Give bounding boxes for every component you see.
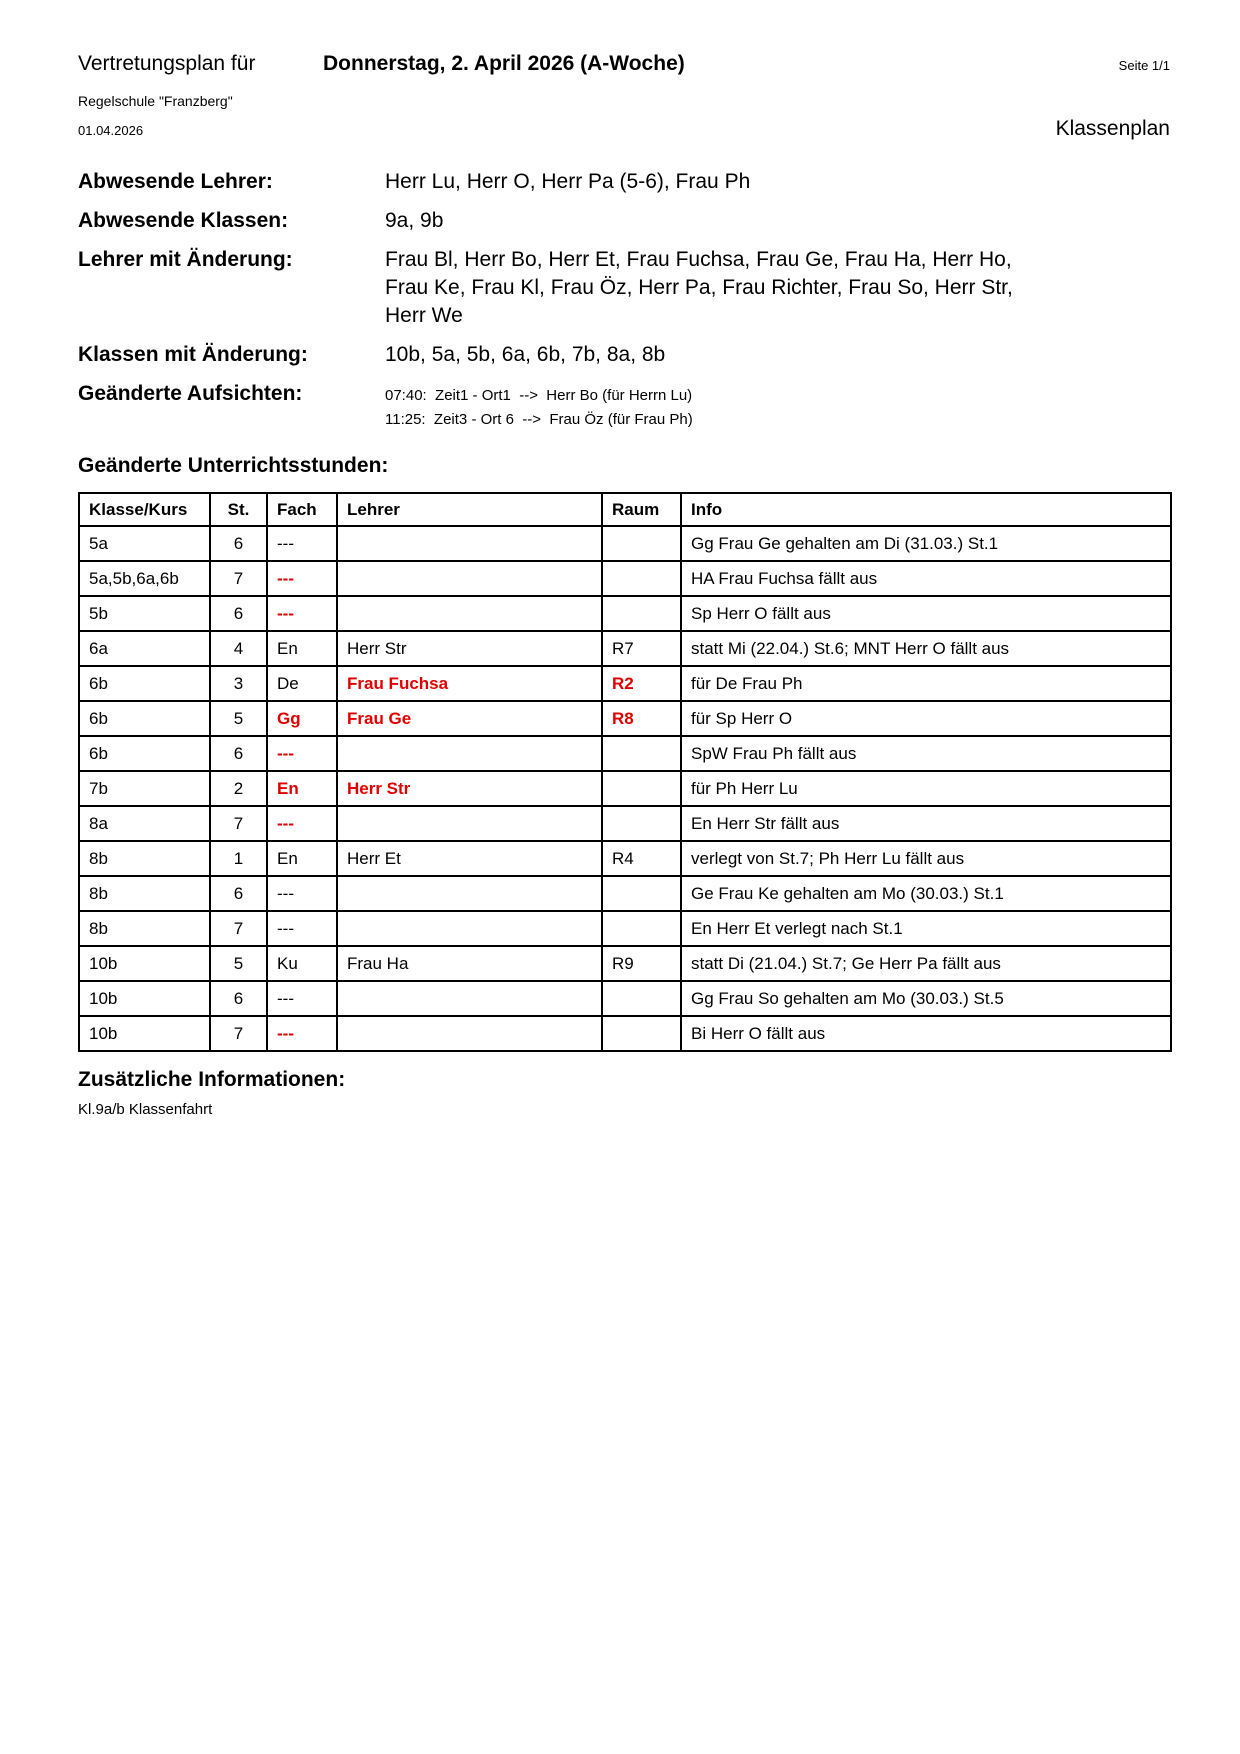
summary-label: Klassen mit Änderung: bbox=[78, 343, 308, 366]
table-row bbox=[79, 736, 1171, 771]
summary-value bbox=[385, 207, 443, 235]
cell-raum bbox=[602, 736, 681, 771]
plan-type-label: Klassenplan bbox=[1055, 117, 1170, 140]
cell-raum: R9 bbox=[602, 946, 681, 981]
summary-value-line: 9a, 9b bbox=[385, 209, 444, 232]
cell-fach: --- bbox=[267, 736, 337, 771]
document-title-date: Donnerstag, 2. April 2026 (A-Woche) bbox=[323, 52, 685, 75]
table-heading: Geänderte Unterrichtsstunden: bbox=[78, 454, 389, 477]
cell-lehrer: Frau Fuchsa bbox=[337, 666, 602, 701]
cell-info: verlegt von St.7; Ph Herr Lu fällt aus bbox=[681, 841, 1171, 876]
cell-stunde: 6 bbox=[210, 876, 267, 911]
cell-info: Gg Frau Ge gehalten am Di (31.03.) St.1 bbox=[681, 526, 1171, 561]
summary-value-line: 11:25: Zeit3 - Ort 6 --> Frau Öz (für Frau Ph) bbox=[385, 411, 693, 428]
cell-info: Ge Frau Ke gehalten am Mo (30.03.) St.1 bbox=[681, 876, 1171, 911]
summary-value bbox=[385, 246, 1013, 330]
cell-lehrer: Herr Et bbox=[337, 841, 602, 876]
table-row bbox=[79, 771, 1171, 806]
cell-info: statt Mi (22.04.) St.6; MNT Herr O fällt aus bbox=[681, 631, 1171, 666]
table-row bbox=[79, 1016, 1171, 1051]
cell-stunde: 5 bbox=[210, 946, 267, 981]
cell-stunde: 1 bbox=[210, 841, 267, 876]
cell-klasse: 10b bbox=[79, 981, 210, 1016]
cell-fach: En bbox=[267, 631, 337, 666]
summary-section bbox=[78, 168, 1170, 432]
summary-label: Geänderte Aufsichten: bbox=[78, 382, 303, 405]
cell-fach: Gg bbox=[267, 701, 337, 736]
cell-raum bbox=[602, 981, 681, 1016]
cell-fach: En bbox=[267, 771, 337, 806]
cell-klasse: 8b bbox=[79, 841, 210, 876]
substitution-table bbox=[78, 492, 1172, 1052]
cell-raum: R2 bbox=[602, 666, 681, 701]
cell-fach: Ku bbox=[267, 946, 337, 981]
table-row bbox=[79, 631, 1171, 666]
document-header bbox=[78, 52, 1170, 76]
cell-raum: R4 bbox=[602, 841, 681, 876]
cell-lehrer bbox=[337, 526, 602, 561]
cell-raum bbox=[602, 806, 681, 841]
summary-label: Abwesende Lehrer: bbox=[78, 170, 273, 193]
cell-info: für Ph Herr Lu bbox=[681, 771, 1171, 806]
cell-lehrer: Herr Str bbox=[337, 771, 602, 806]
cell-raum bbox=[602, 1016, 681, 1051]
table-row bbox=[79, 911, 1171, 946]
cell-fach: --- bbox=[267, 806, 337, 841]
cell-stunde: 6 bbox=[210, 981, 267, 1016]
cell-fach: De bbox=[267, 666, 337, 701]
summary-value-line: Frau Ke, Frau Kl, Frau Öz, Herr Pa, Frau Richter, Frau So, Herr Str, bbox=[385, 276, 1013, 299]
summary-value bbox=[385, 168, 750, 196]
cell-stunde: 2 bbox=[210, 771, 267, 806]
cell-info: Gg Frau So gehalten am Mo (30.03.) St.5 bbox=[681, 981, 1171, 1016]
cell-raum bbox=[602, 771, 681, 806]
column-header-info: Info bbox=[681, 493, 1171, 526]
cell-fach: En bbox=[267, 841, 337, 876]
cell-lehrer bbox=[337, 806, 602, 841]
cell-raum: R8 bbox=[602, 701, 681, 736]
cell-lehrer: Herr Str bbox=[337, 631, 602, 666]
column-header-stunde: St. bbox=[210, 493, 267, 526]
cell-stunde: 6 bbox=[210, 596, 267, 631]
summary-value bbox=[385, 380, 693, 432]
cell-raum: R7 bbox=[602, 631, 681, 666]
summary-value-line: 10b, 5a, 5b, 6a, 6b, 7b, 8a, 8b bbox=[385, 343, 666, 366]
cell-info: SpW Frau Ph fällt aus bbox=[681, 736, 1171, 771]
column-header-raum: Raum bbox=[602, 493, 681, 526]
summary-row bbox=[78, 380, 1170, 432]
cell-klasse: 5a,5b,6a,6b bbox=[79, 561, 210, 596]
summary-row bbox=[78, 341, 1170, 369]
cell-klasse: 8b bbox=[79, 911, 210, 946]
cell-lehrer: Frau Ha bbox=[337, 946, 602, 981]
summary-row bbox=[78, 168, 1170, 196]
cell-stunde: 6 bbox=[210, 526, 267, 561]
cell-lehrer bbox=[337, 911, 602, 946]
column-header-fach: Fach bbox=[267, 493, 337, 526]
school-name: Regelschule "Franzberg" bbox=[78, 93, 233, 109]
cell-stunde: 3 bbox=[210, 666, 267, 701]
cell-fach: --- bbox=[267, 981, 337, 1016]
table-row bbox=[79, 596, 1171, 631]
cell-klasse: 7b bbox=[79, 771, 210, 806]
cell-fach: --- bbox=[267, 876, 337, 911]
cell-stunde: 7 bbox=[210, 911, 267, 946]
cell-fach: --- bbox=[267, 911, 337, 946]
cell-info: En Herr Et verlegt nach St.1 bbox=[681, 911, 1171, 946]
table-row bbox=[79, 561, 1171, 596]
cell-info: für Sp Herr O bbox=[681, 701, 1171, 736]
cell-stunde: 7 bbox=[210, 1016, 267, 1051]
cell-raum bbox=[602, 876, 681, 911]
cell-lehrer bbox=[337, 876, 602, 911]
cell-info: HA Frau Fuchsa fällt aus bbox=[681, 561, 1171, 596]
document-title-prefix: Vertretungsplan für bbox=[78, 52, 256, 75]
table-row bbox=[79, 981, 1171, 1016]
cell-stunde: 4 bbox=[210, 631, 267, 666]
cell-stunde: 7 bbox=[210, 806, 267, 841]
cell-klasse: 5a bbox=[79, 526, 210, 561]
column-header-lehrer: Lehrer bbox=[337, 493, 602, 526]
column-header-klasse: Klasse/Kurs bbox=[79, 493, 210, 526]
cell-klasse: 5b bbox=[79, 596, 210, 631]
table-row bbox=[79, 806, 1171, 841]
cell-info: Bi Herr O fällt aus bbox=[681, 1016, 1171, 1051]
cell-klasse: 10b bbox=[79, 946, 210, 981]
cell-lehrer bbox=[337, 1016, 602, 1051]
cell-lehrer bbox=[337, 596, 602, 631]
table-row bbox=[79, 841, 1171, 876]
cell-info: Sp Herr O fällt aus bbox=[681, 596, 1171, 631]
cell-lehrer bbox=[337, 981, 602, 1016]
summary-label: Lehrer mit Änderung: bbox=[78, 248, 293, 271]
cell-stunde: 5 bbox=[210, 701, 267, 736]
summary-value-line: Herr Lu, Herr O, Herr Pa (5-6), Frau Ph bbox=[385, 170, 751, 193]
print-date: 01.04.2026 bbox=[78, 123, 144, 138]
cell-stunde: 6 bbox=[210, 736, 267, 771]
summary-value-line: Herr We bbox=[385, 304, 463, 327]
additional-info-text: Kl.9a/b Klassenfahrt bbox=[78, 1101, 213, 1118]
summary-row bbox=[78, 207, 1170, 235]
table-row bbox=[79, 701, 1171, 736]
summary-value bbox=[385, 341, 665, 369]
table-row bbox=[79, 526, 1171, 561]
cell-klasse: 8b bbox=[79, 876, 210, 911]
date-row bbox=[78, 117, 1170, 141]
cell-klasse: 6a bbox=[79, 631, 210, 666]
summary-value-line: 07:40: Zeit1 - Ort1 --> Herr Bo (für Herrn Lu) bbox=[385, 387, 693, 404]
cell-info: statt Di (21.04.) St.7; Ge Herr Pa fällt aus bbox=[681, 946, 1171, 981]
cell-info: En Herr Str fällt aus bbox=[681, 806, 1171, 841]
table-row bbox=[79, 666, 1171, 701]
cell-lehrer bbox=[337, 561, 602, 596]
summary-value-line: Frau Bl, Herr Bo, Herr Et, Frau Fuchsa, Frau Ge, Frau Ha, Herr Ho, bbox=[385, 248, 1012, 271]
cell-lehrer: Frau Ge bbox=[337, 701, 602, 736]
cell-klasse: 6b bbox=[79, 701, 210, 736]
cell-raum bbox=[602, 561, 681, 596]
cell-raum bbox=[602, 526, 681, 561]
cell-fach: --- bbox=[267, 596, 337, 631]
cell-info: für De Frau Ph bbox=[681, 666, 1171, 701]
cell-klasse: 8a bbox=[79, 806, 210, 841]
additional-info-heading: Zusätzliche Informationen: bbox=[78, 1068, 346, 1091]
cell-klasse: 6b bbox=[79, 666, 210, 701]
table-row bbox=[79, 946, 1171, 981]
cell-klasse: 6b bbox=[79, 736, 210, 771]
summary-label: Abwesende Klassen: bbox=[78, 209, 289, 232]
page-number: Seite 1/1 bbox=[1118, 58, 1170, 73]
cell-fach: --- bbox=[267, 561, 337, 596]
table-header-row bbox=[79, 493, 1171, 526]
cell-raum bbox=[602, 596, 681, 631]
cell-fach: --- bbox=[267, 1016, 337, 1051]
summary-row bbox=[78, 246, 1170, 330]
cell-klasse: 10b bbox=[79, 1016, 210, 1051]
cell-fach: --- bbox=[267, 526, 337, 561]
cell-stunde: 7 bbox=[210, 561, 267, 596]
table-row bbox=[79, 876, 1171, 911]
cell-lehrer bbox=[337, 736, 602, 771]
cell-raum bbox=[602, 911, 681, 946]
